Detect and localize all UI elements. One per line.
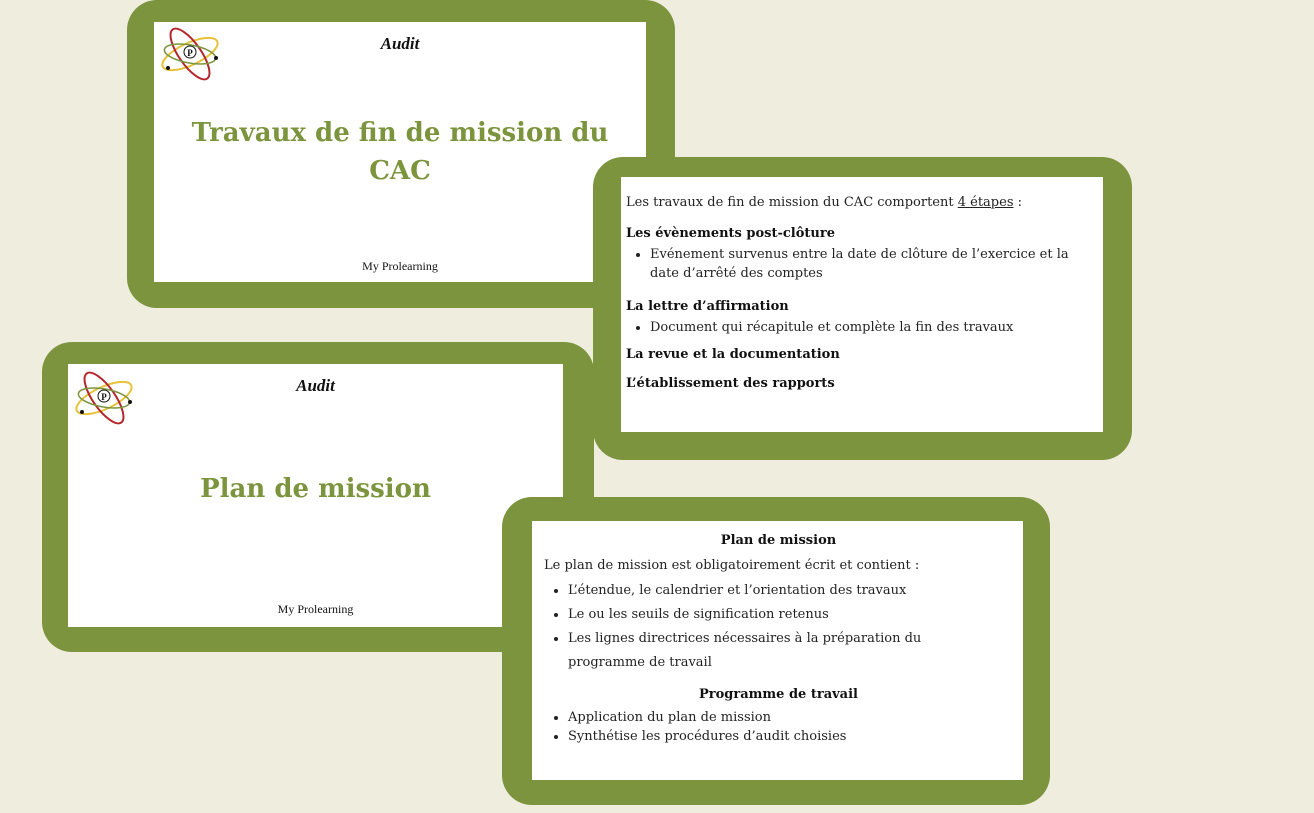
list-item: • Document qui récapitule et complète la fin des travaux: [650, 318, 1099, 337]
slide-subject: Audit: [296, 376, 335, 395]
list-item: • Evénement survenus entre la date de clôture de l’exercice et la date d’arrêté des comptes: [650, 245, 1099, 283]
slide-subject: Audit: [380, 34, 420, 53]
intro-line: Les travaux de fin de mission du CAC comportent 4 étapes :: [626, 195, 1023, 210]
list-item: • Synthétise les procédures d’audit choisies: [568, 727, 1013, 746]
brand-label: My Prolearning: [277, 602, 354, 616]
section-heading: Les évènements post-clôture: [626, 226, 835, 241]
svg-text:P: P: [187, 48, 193, 58]
slide-content: [154, 22, 646, 282]
section-heading: L’établissement des rapports: [626, 376, 835, 391]
section-heading: La revue et la documentation: [626, 347, 840, 362]
slide-card-etapes: [593, 157, 1132, 460]
slide-content: [621, 177, 1103, 432]
section-heading: Plan de mission: [720, 533, 837, 548]
list-item: • Les lignes directrices nécessaires à la préparation du programme de travail: [568, 627, 953, 675]
slide-title: Travaux de fin de mission du CAC: [191, 118, 609, 186]
bullet-list: [544, 579, 1013, 675]
section-heading: Programme de travail: [699, 687, 858, 702]
slide-card-programme: [502, 497, 1050, 805]
svg-text:P: P: [101, 392, 107, 402]
atom-logo-icon: [158, 24, 222, 84]
intro-line: Le plan de mission est obligatoirement écrit et contient :: [544, 558, 920, 573]
list-item: • Le ou les seuils de signification retenus: [568, 603, 953, 627]
slide-title: Plan de mission: [200, 474, 431, 504]
list-item: • Application du plan de mission: [568, 708, 1013, 727]
list-item: • L’étendue, le calendrier et l’orientation des travaux: [568, 579, 953, 603]
section-heading: La lettre d’affirmation: [626, 299, 789, 314]
bullet-list: [544, 708, 1013, 746]
slide-content: [532, 521, 1023, 780]
slide-content: [68, 364, 563, 627]
brand-label: My Prolearning: [362, 259, 438, 273]
